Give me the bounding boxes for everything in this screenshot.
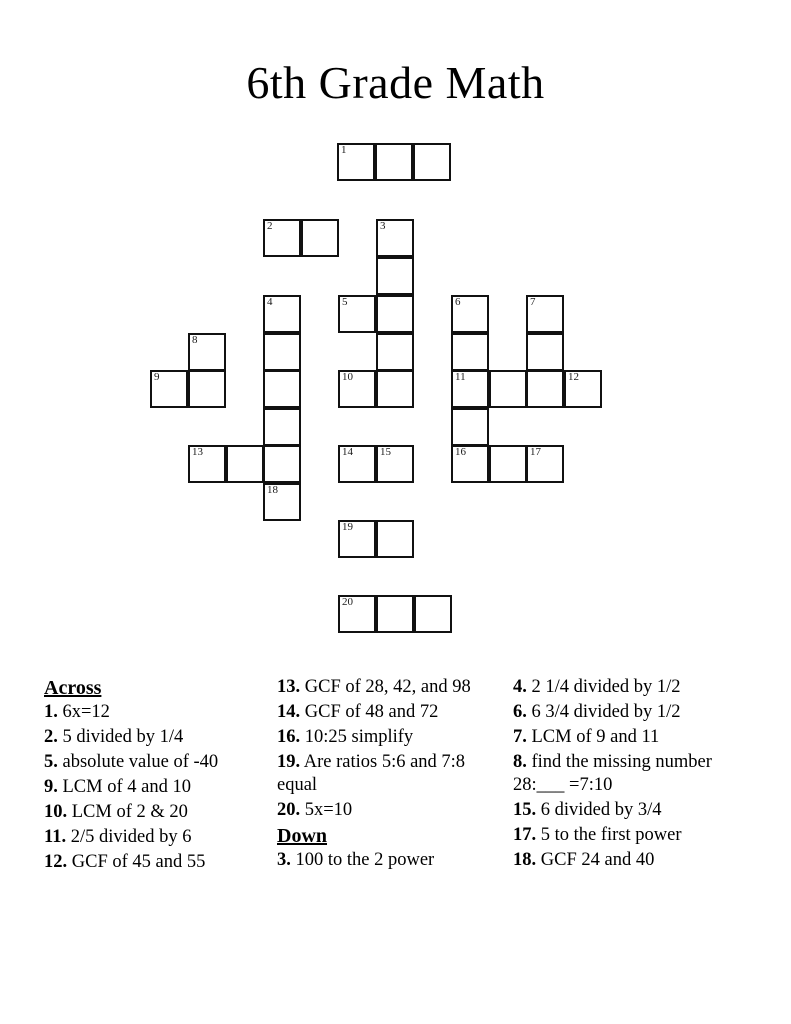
crossword-cell-16[interactable] — [451, 445, 489, 483]
clue-text: 2 1/4 divided by 1/2 — [531, 677, 681, 697]
clue-item-16 — [277, 726, 501, 749]
clue-item-19 — [277, 751, 501, 797]
clue-number: 14. — [277, 702, 301, 722]
clue-text: LCM of 2 & 20 — [71, 802, 188, 822]
crossword-cell-8[interactable] — [188, 333, 226, 371]
clue-text: 5x=10 — [304, 800, 353, 820]
crossword-cell-12[interactable] — [564, 370, 602, 408]
clue-text: GCF 24 and 40 — [540, 850, 655, 870]
across-heading: Across — [44, 677, 102, 699]
crossword-cell-9[interactable] — [150, 370, 188, 408]
cell-number: 4 — [267, 296, 273, 308]
crossword-cell-10[interactable] — [338, 370, 376, 408]
cell-number: 3 — [380, 220, 386, 232]
clue-text: 5 divided by 1/4 — [62, 727, 184, 747]
clue-text: LCM of 9 and 11 — [531, 727, 660, 747]
cell-number: 19 — [342, 521, 353, 533]
clue-column-2 — [277, 676, 513, 874]
clue-number: 9. — [44, 777, 58, 797]
crossword-cell-11[interactable] — [451, 370, 489, 408]
clue-item-7 — [513, 726, 729, 749]
clue-text: 6x=12 — [62, 702, 110, 722]
cell-number: 5 — [342, 296, 348, 308]
crossword-cell[interactable] — [413, 143, 451, 181]
cell-number: 12 — [568, 371, 579, 383]
crossword-cell[interactable] — [188, 370, 226, 408]
cell-number: 18 — [267, 484, 278, 496]
clue-item-8 — [513, 751, 729, 797]
crossword-cell[interactable] — [263, 370, 301, 408]
clue-item-17 — [513, 824, 729, 847]
clue-group-down-part2 — [513, 676, 729, 872]
clue-item-18 — [513, 849, 729, 872]
cell-number: 11 — [455, 371, 466, 383]
clue-group-down-part1 — [277, 849, 501, 872]
crossword-cell[interactable] — [489, 370, 527, 408]
crossword-cell[interactable] — [375, 143, 413, 181]
crossword-cell-6[interactable] — [451, 295, 489, 333]
cell-number: 20 — [342, 596, 353, 608]
cell-number: 6 — [455, 296, 461, 308]
down-heading: Down — [277, 825, 328, 847]
clue-item-3 — [277, 849, 501, 872]
cell-number: 14 — [342, 446, 353, 458]
cell-number: 13 — [192, 446, 203, 458]
clue-text: absolute value of -40 — [62, 752, 219, 772]
clue-number: 17. — [513, 825, 537, 845]
clue-number: 16. — [277, 727, 301, 747]
crossword-cell-3[interactable] — [376, 219, 414, 257]
crossword-cell[interactable] — [376, 520, 414, 558]
clue-number: 10. — [44, 802, 68, 822]
crossword-cell-1[interactable] — [337, 143, 375, 181]
crossword-cell[interactable] — [376, 295, 414, 333]
clue-text: GCF of 48 and 72 — [304, 702, 439, 722]
clue-text: 6 3/4 divided by 1/2 — [531, 702, 681, 722]
clue-text: 2/5 divided by 6 — [70, 827, 192, 847]
clue-item-10 — [44, 801, 265, 824]
clue-item-12 — [44, 851, 265, 874]
clue-item-2 — [44, 726, 265, 749]
clue-item-15 — [513, 799, 729, 822]
clue-number: 11. — [44, 827, 67, 847]
clue-item-1 — [44, 701, 265, 724]
crossword-cell[interactable] — [526, 370, 564, 408]
clue-number: 15. — [513, 800, 537, 820]
crossword-cell[interactable] — [263, 333, 301, 371]
crossword-cell[interactable] — [263, 408, 301, 446]
clue-item-5 — [44, 751, 265, 774]
clue-number: 2. — [44, 727, 58, 747]
cell-number: 15 — [380, 446, 391, 458]
clue-text: LCM of 4 and 10 — [62, 777, 191, 797]
crossword-cell[interactable] — [451, 408, 489, 446]
clue-text: 5 to the first power — [540, 825, 682, 845]
crossword-cell-4[interactable] — [263, 295, 301, 333]
cell-number: 7 — [530, 296, 536, 308]
crossword-cell[interactable] — [376, 257, 414, 295]
clue-number: 8. — [513, 752, 527, 772]
cell-number: 8 — [192, 334, 198, 346]
crossword-cell-17[interactable] — [526, 445, 564, 483]
clue-item-11 — [44, 826, 265, 849]
clue-text: find the missing number 28:___ =7:10 — [513, 752, 712, 795]
cell-number: 17 — [530, 446, 541, 458]
clue-item-4 — [513, 676, 729, 699]
crossword-cell-20[interactable] — [338, 595, 376, 633]
crossword-cell[interactable] — [263, 445, 301, 483]
cell-number: 16 — [455, 446, 466, 458]
clue-number: 12. — [44, 852, 68, 872]
clue-number: 18. — [513, 850, 537, 870]
clue-number: 19. — [277, 752, 301, 772]
crossword-cell[interactable] — [526, 333, 564, 371]
crossword-cell[interactable] — [414, 595, 452, 633]
clue-number: 5. — [44, 752, 58, 772]
clue-column-3 — [513, 676, 741, 874]
clue-text: GCF of 45 and 55 — [71, 852, 206, 872]
clue-number: 1. — [44, 702, 58, 722]
clue-item-13 — [277, 676, 501, 699]
clue-number: 3. — [277, 850, 291, 870]
cell-number: 2 — [267, 220, 273, 232]
crossword-cell-2[interactable] — [263, 219, 301, 257]
clue-text: 6 divided by 3/4 — [540, 800, 662, 820]
crossword-cell-15[interactable] — [376, 445, 414, 483]
clue-group-across-part1 — [44, 701, 265, 874]
clue-number: 7. — [513, 727, 527, 747]
cell-number: 10 — [342, 371, 353, 383]
crossword-cell[interactable] — [226, 445, 264, 483]
cell-number: 1 — [341, 144, 347, 156]
clue-group-across-part2 — [277, 676, 501, 822]
clue-number: 20. — [277, 800, 301, 820]
crossword-cell-5[interactable] — [338, 295, 376, 333]
crossword-cell[interactable] — [489, 445, 527, 483]
crossword-cell-18[interactable] — [263, 483, 301, 521]
cell-number: 9 — [154, 371, 160, 383]
clue-item-14 — [277, 701, 501, 724]
clue-number: 6. — [513, 702, 527, 722]
crossword-cell[interactable] — [376, 595, 414, 633]
clue-item-20 — [277, 799, 501, 822]
clue-text: 100 to the 2 power — [295, 850, 435, 870]
clue-text: GCF of 28, 42, and 98 — [304, 677, 471, 697]
crossword-cell[interactable] — [301, 219, 339, 257]
clue-number: 13. — [277, 677, 301, 697]
clue-number: 4. — [513, 677, 527, 697]
crossword-cell[interactable] — [376, 333, 414, 371]
clue-list — [44, 676, 754, 876]
clue-text: Are ratios 5:6 and 7:8 equal — [277, 752, 466, 795]
crossword-cell-13[interactable] — [188, 445, 226, 483]
page-title: 6th Grade Math — [246, 56, 545, 108]
clue-text: 10:25 simplify — [304, 727, 414, 747]
crossword-cell[interactable] — [451, 333, 489, 371]
clue-item-6 — [513, 701, 729, 724]
clue-item-9 — [44, 776, 265, 799]
crossword-cell-19[interactable] — [338, 520, 376, 558]
clue-column-1 — [44, 676, 277, 876]
crossword-cell[interactable] — [376, 370, 414, 408]
crossword-cell-14[interactable] — [338, 445, 376, 483]
crossword-cell-7[interactable] — [526, 295, 564, 333]
